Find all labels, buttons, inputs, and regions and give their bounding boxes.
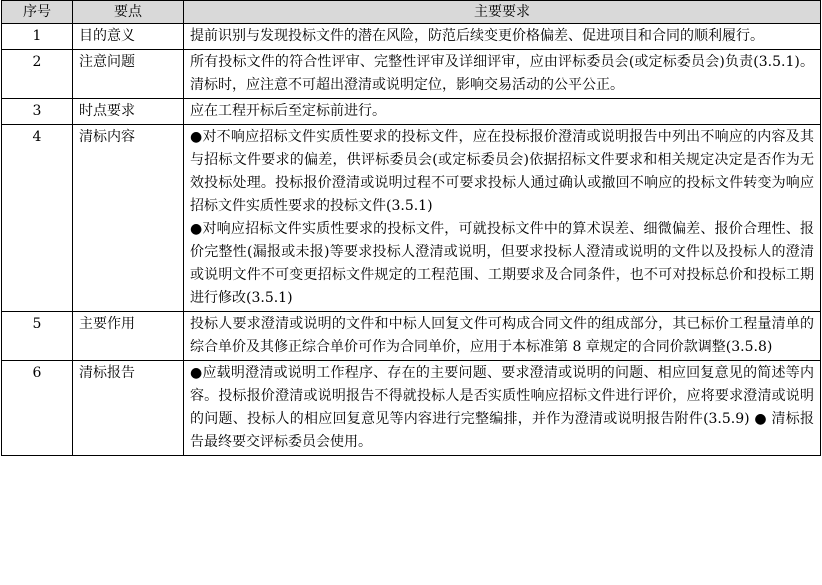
row-key-point: 注意问题 [73, 50, 184, 99]
row-number: 5 [2, 312, 73, 361]
row-number: 3 [2, 99, 73, 125]
requirement-paragraph: ●应载明澄清或说明工作程序、存在的主要问题、要求澄清或说明的问题、相应回复意见的简述等内容。投标报价澄清或说明报告不得就投标人是否实质性响应招标文件进行评价，应将要求澄清或说明的问题、投标人的相应回复意见等内容进行完整编排，并作为澄清或说明报告附件(3.5.9) ● 清标报告最终要交评标委员会使用。 [190, 365, 814, 450]
row-requirement [184, 24, 821, 50]
table-body [2, 24, 821, 456]
row-requirement [184, 312, 821, 361]
row-requirement [184, 125, 821, 312]
row-number: 1 [2, 24, 73, 50]
requirement-paragraph: ●对响应招标文件实质性要求的投标文件，可就投标文件中的算术误差、细微偏差、报价合理性、报价完整性(漏报或未报)等要求投标人澄清或说明，但要求投标人澄清或说明的文件以及投标人的澄清或说明文件不可变更招标文件规定的工程范围、工期要求及合同条件，也不可对投标总价和投标工期进行修改(3.5.1) [190, 221, 814, 306]
table-row [2, 361, 821, 456]
table-row [2, 24, 821, 50]
row-key-point: 清标内容 [73, 125, 184, 312]
requirement-paragraph: 所有投标文件的符合性评审、完整性评审及详细评审，应由评标委员会(或定标委员会)负责(3.5.1)。清标时，应注意不可超出澄清或说明定位，影响交易活动的公平公正。 [190, 54, 814, 93]
row-number: 6 [2, 361, 73, 456]
row-key-point: 清标报告 [73, 361, 184, 456]
row-number: 2 [2, 50, 73, 99]
row-key-point: 时点要求 [73, 99, 184, 125]
row-requirement [184, 50, 821, 99]
table-row [2, 50, 821, 99]
requirement-paragraph: ●对不响应招标文件实质性要求的投标文件，应在投标报价澄清或说明报告中列出不响应的内容及其与招标文件要求的偏差，供评标委员会(或定标委员会)依据招标文件要求和相关规定决定是否作为无效投标处理。投标报价澄清或说明过程不可要求投标人通过确认或撤回不响应的投标文件转变为响应招标文件实质性要求的投标文件(3.5.1) [190, 129, 814, 214]
header-no: 序号 [2, 1, 73, 24]
row-key-point: 主要作用 [73, 312, 184, 361]
header-row [2, 1, 821, 24]
requirement-paragraph: 投标人要求澄清或说明的文件和中标人回复文件可构成合同文件的组成部分，其已标价工程量清单的综合单价及其修正综合单价可作为合同单价，应用于本标准第 8 章规定的合同价款调整(3.5.8) [190, 316, 814, 355]
table-row [2, 99, 821, 125]
row-number: 4 [2, 125, 73, 312]
row-key-point: 目的意义 [73, 24, 184, 50]
requirements-table [1, 0, 821, 456]
row-requirement [184, 99, 821, 125]
table-row [2, 125, 821, 312]
requirement-paragraph: 应在工程开标后至定标前进行。 [190, 103, 386, 119]
requirement-paragraph: 提前识别与发现投标文件的潜在风险，防范后续变更价格偏差、促进项目和合同的顺利履行。 [190, 28, 764, 44]
header-main-requirement: 主要要求 [184, 1, 821, 24]
table-row [2, 312, 821, 361]
header-key-point: 要点 [73, 1, 184, 24]
row-requirement [184, 361, 821, 456]
table-header [2, 1, 821, 24]
